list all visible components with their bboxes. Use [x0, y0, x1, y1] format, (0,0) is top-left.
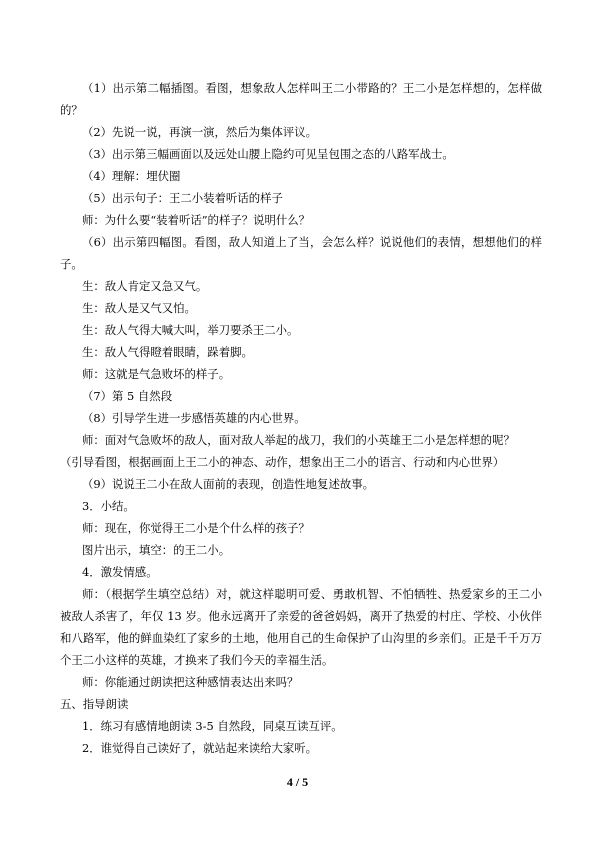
paragraph: 生：敌人气得瞪着眼睛，跺着脚。: [82, 345, 253, 359]
paragraph: 4．激发情感。: [82, 565, 158, 579]
paragraph: 图片出示，填空：的王二小。: [82, 543, 231, 557]
paragraph: 生：敌人气得大喊大叫，举刀要杀王二小。: [82, 323, 299, 337]
paragraph: （7）第 5 自然段: [82, 389, 173, 403]
section-heading: 五、指导朗读: [60, 697, 129, 711]
paragraph: 生：敌人是又气又怕。: [82, 301, 196, 315]
paragraph: （4）理解：埋伏圈: [82, 169, 181, 183]
paragraph: 师：现在，你觉得王二小是个什么样的孩子？: [82, 521, 310, 535]
paragraph: 师：面对气急败坏的敌人，面对敌人举起的战刀，我们的小英雄王二小是怎样想的呢？: [82, 433, 515, 447]
paragraph: 2．谁觉得自己读好了，就站起来读给大家听。: [82, 741, 318, 755]
paragraph: （9）说说王二小在敌人面前的表现，创造性地复述故事。: [82, 477, 375, 491]
paragraph: （6）出示第四幅图。看图，敌人知道上了当，会怎么样？说说他们的表情，想想他们的样子。: [60, 235, 542, 271]
paragraph: （1）出示第二幅插图。看图，想象敌人怎样叫王二小带路的？王二小是怎样想的，怎样做的？: [60, 81, 542, 117]
paragraph: 生：敌人肯定又急又气。: [82, 279, 208, 293]
paragraph: 师：这就是气急败坏的样子。: [82, 367, 231, 381]
page-number: 4 / 5: [286, 775, 309, 789]
paragraph: （3）出示第三幅画面以及远处山腰上隐约可见呈包围之态的八路军战士。: [82, 147, 454, 161]
paragraph: （2）先说一说，再演一演，然后为集体评议。: [82, 125, 318, 139]
document-body: [60, 77, 542, 759]
paragraph: （8）引导学生进一步感悟英雄的内心世界。: [82, 411, 306, 425]
paragraph: 师：（根据学生填空总结）对，就这样聪明可爱、勇敢机智、不怕牺牲、热爱家乡的王二小被敌人杀害了，年仅 13 岁。他永远离开了亲爱的爸爸妈妈，离开了热爱的村庄、学校、小伙伴和八路军，他的鲜血染红了家乡的土地，他用自己的生命保护了山沟里的乡亲们。正是千千万万个王二小这样的英雄，才换来了我们今天的幸福生活。: [60, 587, 542, 667]
paragraph: （引导看图，根据画面上王二小的神态、动作，想象出王二小的语言、行动和内心世界）: [60, 455, 505, 469]
paragraph: 师：为什么要“装着听话”的样子？说明什么？: [82, 213, 311, 227]
paragraph: 师：你能通过朗读把这种感情表达出来吗？: [82, 675, 299, 689]
paragraph: 3．小结。: [82, 499, 135, 513]
paragraph: （5）出示句子：王二小装着听话的样子: [82, 191, 283, 205]
paragraph: 1．练习有感情地朗读 3-5 自然段，同桌互读互评。: [82, 719, 343, 733]
